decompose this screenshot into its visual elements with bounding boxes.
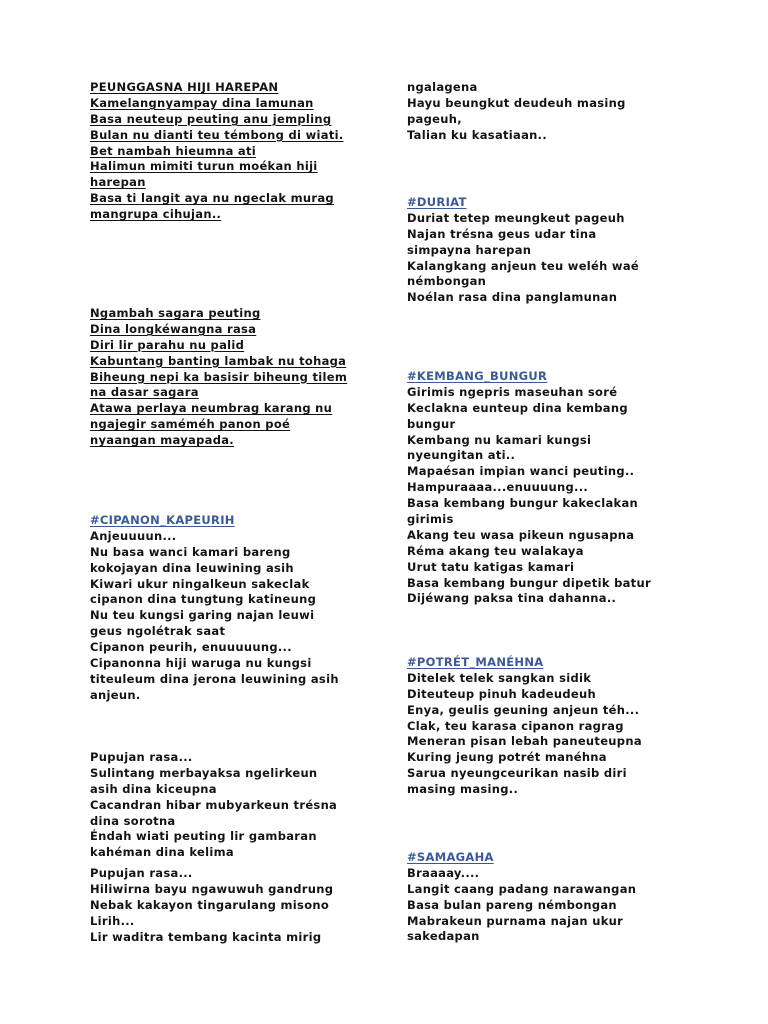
poem-line: Duriat tetep meungkeut pageuh (407, 210, 625, 225)
poem-line: Dina longkéwangna rasa (90, 321, 257, 336)
poem-line: Hayu beungkut deudeuh masing (407, 95, 626, 110)
poem-line: Hampuraaaa...enuuuung... (407, 480, 589, 495)
poem-line: na dasar sagara (90, 385, 199, 400)
poem-line: Kuring jeung potrét manéhna (407, 750, 607, 765)
poem-line: Ngambah sagara peuting (90, 306, 261, 320)
poem-line: Dijéwang paksa tina dahanna.. (407, 591, 617, 606)
poem-duriat (407, 195, 639, 306)
poem-line: Basa neuteup peuting anu jempling (90, 111, 332, 126)
poem-line: Kabuntang banting lambak nu tohaga (90, 353, 347, 368)
poem-line: Diteuteup pinuh kadeudeuh (407, 686, 596, 701)
poem-kembang-bungur (407, 369, 651, 607)
poem-line: Sulintang merbayaksa ngelirkeun (90, 765, 318, 780)
poem-line: Sarua nyeungceurikan nasib diri (407, 766, 627, 781)
poem-line: Kalangkang anjeun teu weléh waé (407, 258, 640, 273)
poem-title: PEUNGGASNA HIJI HAREPAN (90, 80, 279, 94)
poem-line: girimis (407, 512, 454, 527)
poem-line: bungur (407, 416, 456, 431)
poem-line: ngalagena (407, 80, 478, 94)
poem-potret-manehna (407, 655, 642, 798)
poem-line: Ditelek telek sangkan sidik (407, 670, 592, 685)
poem-line: asih dina kiceupna (90, 781, 217, 796)
poem-line: harepan (90, 175, 146, 190)
poem-line: kahéman dina kelima (90, 845, 234, 860)
poem-line: masing masing.. (407, 782, 519, 797)
poem-line: nyaangan mayapada. (90, 433, 234, 448)
poem-line: Bet nambah hieumna ati (90, 143, 257, 158)
poem-samagaha (407, 850, 636, 945)
poem-line: Kiwari ukur ningalkeun sakeclak (90, 576, 310, 591)
poem-line: Basa kembang bungur dipetik batur (407, 575, 651, 590)
poem-line: mangrupa cihujan.. (90, 207, 222, 222)
poem-line: Keclakna eunteup dina kembang (407, 400, 628, 415)
poem-line: titeuleum dina jerona leuwining asih (90, 671, 339, 686)
poem-line: Kamelangnyampay dina lamunan (90, 95, 314, 110)
poem-line: Mabrakeun purnama najan ukur (407, 913, 624, 928)
poem-line: Éndah wiati peuting lir gambaran (90, 829, 317, 844)
poem-line: Mapaésan impian wanci peuting.. (407, 464, 635, 479)
hashtag-title[interactable]: #DURIAT (407, 195, 467, 209)
poem-line: Meneran pisan lebah paneuteupna (407, 734, 642, 749)
poem-ngambah (90, 306, 347, 449)
poem-line: némbongan (407, 274, 487, 289)
poem-line: Basa kembang bungur kakeclakan (407, 496, 639, 511)
poem-line: Pupujan rasa... (90, 866, 193, 880)
poem-line: Biheung nepi ka basisir biheung tilem (90, 369, 348, 384)
poem-line: Basa bulan pareng némbongan (407, 897, 617, 912)
poem-line: Bulan nu dianti teu témbong di wiati. (90, 127, 344, 142)
poem-line: Lirih... (90, 913, 135, 928)
poem-line: kokojayan dina leuwining asih (90, 560, 294, 575)
poem-line: Réma akang teu walakaya (407, 543, 584, 558)
poem-line: anjeun. (90, 687, 141, 702)
poem-line: Najan trésna geus udar tina (407, 226, 597, 241)
poem-line: simpayna harepan (407, 242, 532, 257)
poem-line: Anjeuuuun... (90, 528, 177, 543)
poem-pupujan-2 (90, 866, 333, 945)
poem-line: Noélan rasa dina panglamunan (407, 290, 618, 305)
poem-line: pageuh, (407, 111, 462, 126)
hashtag-title[interactable]: #POTRÉT_MANÉHNA (407, 655, 544, 669)
hashtag-title[interactable]: #KEMBANG_BUNGUR (407, 369, 548, 383)
poem-pupujan (90, 750, 337, 861)
poem-continuation (407, 80, 626, 144)
poem-line: Cipanon peurih, enuuuuung... (90, 640, 292, 655)
poem-line: Hiliwirna bayu ngawuwuh gandrung (90, 881, 334, 896)
poem-line: Enya, geulis geuning anjeun téh... (407, 702, 640, 717)
poem-line: geus ngolétrak saat (90, 624, 226, 639)
poem-line: Talian ku kasatiaan.. (407, 127, 547, 142)
poem-line: cipanon dina tungtung katineung (90, 592, 317, 607)
poem-line: ngajegir saméméh panon poé (90, 417, 291, 432)
poem-peunggasna (90, 80, 344, 223)
poem-line: Cacandran hibar mubyarkeun trésna (90, 797, 338, 812)
poem-line: Girimis ngepris maseuhan soré (407, 384, 618, 399)
poem-line: Kembang nu kamari kungsi (407, 432, 592, 447)
hashtag-title[interactable]: #SAMAGAHA (407, 850, 494, 864)
poem-line: Lir waditra tembang kacinta mirig (90, 929, 322, 944)
poem-line: Diri lir parahu nu palid (90, 337, 245, 352)
poem-line: Nu teu kungsi garing najan leuwi (90, 608, 315, 623)
poem-line: Urut tatu katigas kamari (407, 559, 575, 574)
poem-line: Basa ti langit aya nu ngeclak murag (90, 191, 334, 206)
poem-line: Pupujan rasa... (90, 750, 193, 764)
hashtag-title[interactable]: #CIPANON_KAPEURIH (90, 513, 235, 527)
poem-line: Akang teu wasa pikeun ngusapna (407, 527, 635, 542)
poem-line: Halimun mimiti turun moékan hiji (90, 159, 318, 174)
poem-line: sakedapan (407, 929, 480, 944)
poem-line: dina sorotna (90, 813, 176, 828)
poem-line: Braaaay.... (407, 865, 480, 880)
poem-line: Clak, teu karasa cipanon ragrag (407, 718, 624, 733)
poem-line: Nebak kakayon tingarulang misono (90, 897, 330, 912)
poem-line: Nu basa wanci kamari bareng (90, 544, 291, 559)
poem-line: Cipanonna hiji waruga nu kungsi (90, 656, 312, 671)
poem-cipanon (90, 513, 339, 704)
poem-line: Atawa perlaya neumbrag karang nu (90, 401, 333, 416)
poem-line: Langit caang padang narawangan (407, 881, 637, 896)
poem-line: nyeungitan ati.. (407, 448, 516, 463)
